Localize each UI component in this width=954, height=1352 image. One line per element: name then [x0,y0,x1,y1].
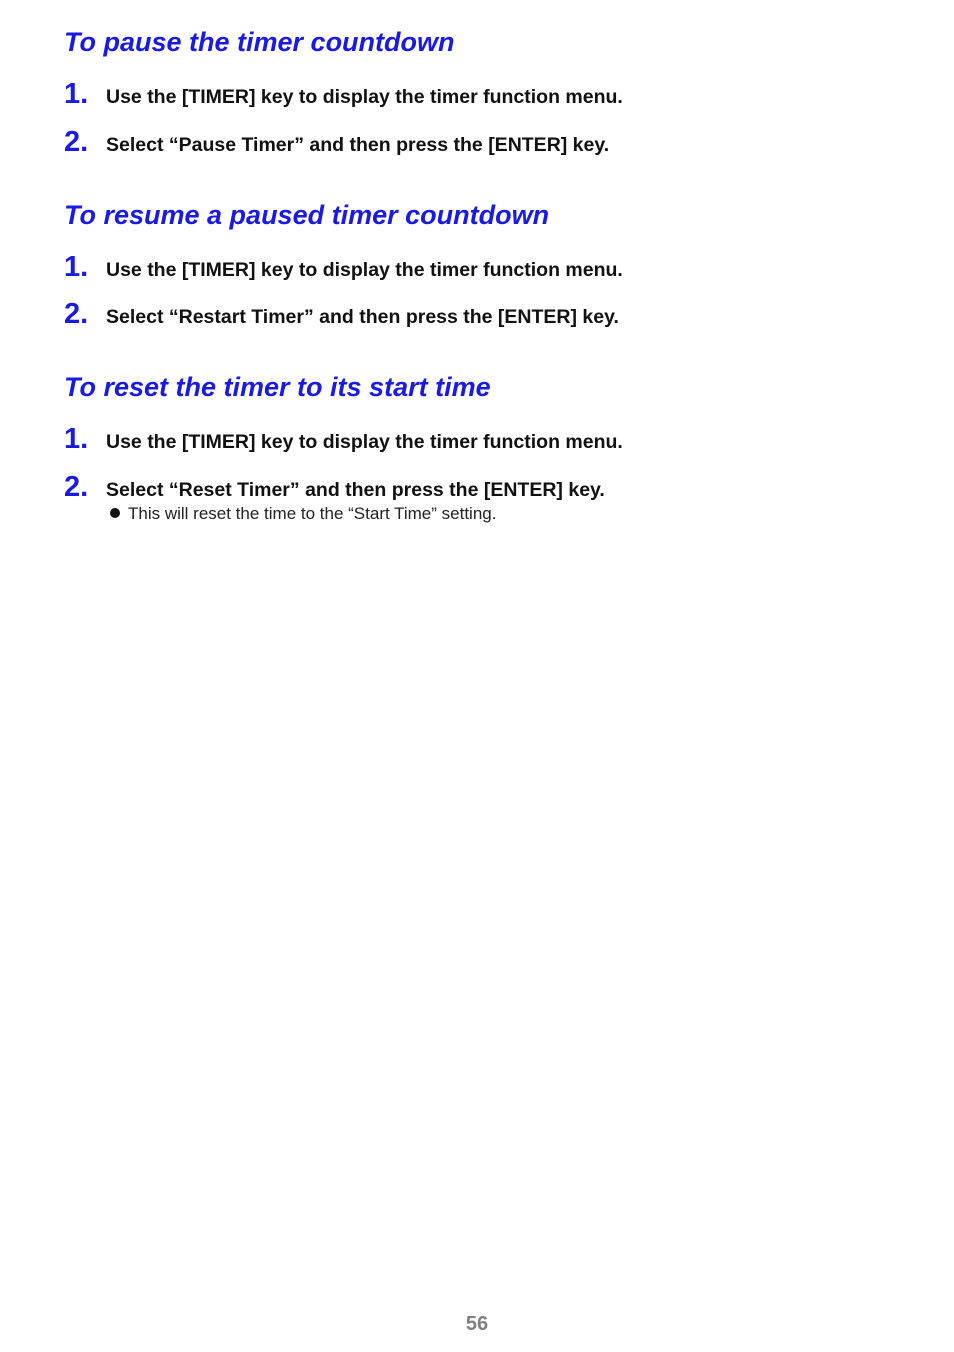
step-text: Use the [TIMER] key to display the timer function menu. [106,86,623,108]
section-heading: To reset the timer to its start time [64,372,491,402]
step-item [0,472,954,502]
note-text: This will reset the time to the “Start Time” setting. [128,504,497,523]
step-text: Select “Reset Timer” and then press the [ENTER] key. [106,479,605,501]
step-item [0,79,954,109]
step-number: 2. [64,471,89,503]
step-text: Select “Pause Timer” and then press the [ENTER] key. [106,134,610,156]
step-item [0,424,954,454]
step-text: Use the [TIMER] key to display the timer function menu. [106,259,623,281]
step-text: Use the [TIMER] key to display the timer function menu. [106,431,623,453]
page-number: 56 [465,1313,489,1335]
step-number: 2. [64,298,89,330]
step-item [0,299,954,329]
section-heading: To pause the timer countdown [64,27,455,57]
step-item [0,127,954,157]
step-item [0,252,954,282]
bullet-icon [110,508,120,518]
step-number: 2. [64,126,89,158]
step-number: 1. [64,78,89,110]
step-number: 1. [64,251,89,283]
step-number: 1. [64,423,89,455]
section-heading: To resume a paused timer countdown [64,200,550,230]
step-text: Select “Restart Timer” and then press the [ENTER] key. [106,306,619,328]
step-note [110,503,496,525]
